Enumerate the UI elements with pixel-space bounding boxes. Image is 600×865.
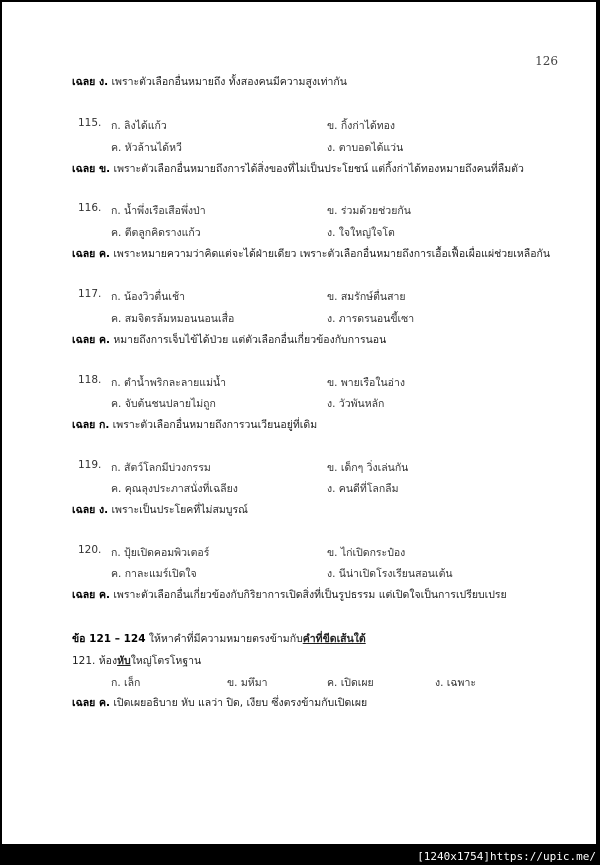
section-prefix: ข้อ 121 – 124 [72, 633, 146, 645]
option-a: ก. น้ำพึ่งเรือเสือพึ่งป่า [111, 205, 206, 217]
option-c: ค. เปิดเผย [327, 677, 374, 689]
option-b: ข. มหึมา [227, 677, 268, 689]
option-c: ค. กาละแมร์เปิดใจ [111, 568, 197, 580]
answer [72, 160, 524, 177]
option-a: ก. ลิงได้แก้ว [111, 120, 167, 132]
watermark-link[interactable]: [1240x1754]https://upic.me/ [417, 850, 596, 863]
stem-before: ห้อง [95, 655, 118, 667]
question-number: 121. [72, 655, 96, 667]
intro-answer [72, 73, 347, 90]
answer-text: หมายถึงการเจ็บไข้ได้ป่วย แต่ตัวเลือกอื่นเกี่ยวข้องกับการนอน [110, 334, 387, 346]
answer-label: เฉลย ค. [72, 697, 110, 709]
question-number: 119. [78, 459, 102, 471]
option-b: ข. สมรักษ์ตื่นสาย [327, 291, 406, 303]
question-number: 117. [78, 288, 102, 300]
answer-label: เฉลย ง. [72, 76, 109, 88]
option-c: ค. สมจิตรล้มหมอนนอนเสื่อ [111, 313, 235, 325]
option-d: ง. นีน่าเปิดโรงเรียนสอนเต้น [327, 568, 453, 580]
answer-text: เพราะตัวเลือกอื่นหมายถึงการวนเวียนอยู่ที่เดิม [109, 419, 318, 431]
answer-text: เพราะตัวเลือกอื่นหมายถึง ทั้งสองคนมีความสูงเท่ากัน [108, 76, 347, 88]
section-text: ให้หาคำที่มีความหมายตรงข้ามกับ [145, 633, 303, 645]
answer [72, 586, 507, 603]
answer-text: เพราะตัวเลือกอื่นหมายถึงการได้สิ่งของที่ไม่เป็นประโยชน์ แต่กิ้งก่าได้ทองหมายถึงคนที่ลืมตัว [110, 163, 524, 175]
option-a: ก. น้องวิวตื่นเช้า [111, 291, 186, 303]
answer [72, 245, 550, 262]
option-d: ง. วัวพันหลัก [327, 398, 385, 410]
option-c: ค. จับต้นชนปลายไม่ถูก [111, 398, 216, 410]
question-number: 120. [78, 544, 102, 556]
page-number: 126 [535, 54, 558, 68]
question-number: 118. [78, 374, 102, 386]
option-a: ก. เล็ก [111, 677, 141, 689]
option-d: ง. คนดีที่โลกลืม [327, 483, 399, 495]
option-c: ค. คุณลุงประภาสนั่งที่เฉลียง [111, 483, 238, 495]
stem-underlined: หับ [117, 655, 131, 667]
answer-label: เฉลย ค. [72, 334, 110, 346]
answer-text: เปิดเผยอธิบาย หับ แลว่า ปิด, เงียบ ซึ่งตรงข้ามกับเปิดเผย [110, 697, 368, 709]
answer [72, 331, 386, 348]
option-b: ข. ไก่เปิดกระป๋อง [327, 547, 406, 559]
option-b: ข. กิ้งก่าได้ทอง [327, 120, 396, 132]
option-d: ง. ใจใหญ่ใจโต [327, 227, 395, 239]
option-b: ข. ร่วมด้วยช่วยกัน [327, 205, 411, 217]
answer-text: เพราะเป็นประโยคที่ไม่สมบูรณ์ [108, 504, 248, 516]
answer-label: เฉลย ง. [72, 504, 109, 516]
answer-label: เฉลย ก. [72, 419, 110, 431]
option-d: ง. เฉพาะ [435, 677, 477, 689]
answer-text: เพราะตัวเลือกอื่นเกี่ยวข้องกับกิริยาการเปิดสิ่งที่เป็นรูปธรรม แต่เปิดใจเป็นการเปรียบเปรย [110, 589, 507, 601]
option-c: ค. ตีตลูกคิดรางแก้ว [111, 227, 201, 239]
answer-text: เพราะหมายความว่าคิดแต่จะได้ฝ่ายเดียว เพราะตัวเลือกอื่นหมายถึงการเอื้อเฟื้อเผื่อแผ่ช่วยเหลือกัน [110, 248, 551, 260]
option-b: ข. พายเรือในอ่าง [327, 377, 405, 389]
answer [72, 501, 248, 518]
question-number: 116. [78, 202, 102, 214]
option-a: ก. ปุ้ยเปิดคอมพิวเตอร์ [111, 547, 210, 559]
question-number: 115. [78, 117, 102, 129]
option-d: ง. ตาบอดได้แว่น [327, 142, 404, 154]
document-page [2, 2, 596, 844]
answer-label: เฉลย ข. [72, 163, 111, 175]
stem-after: ใหญ่โตรโหฐาน [130, 655, 202, 667]
answer [72, 694, 367, 711]
section-heading [72, 630, 366, 647]
option-a: ก. ตำน้ำพริกละลายแม่น้ำ [111, 377, 227, 389]
answer [72, 416, 317, 433]
question-stem [72, 652, 201, 669]
answer-label: เฉลย ค. [72, 589, 110, 601]
answer-label: เฉลย ค. [72, 248, 110, 260]
option-a: ก. สัตว์โลกมีบ่วงกรรม [111, 462, 211, 474]
section-underlined: คำที่ขีดเส้นใต้ [302, 633, 366, 645]
option-c: ค. หัวล้านได้หวี [111, 142, 182, 154]
option-d: ง. ภารดรนอนขี้เซา [327, 313, 415, 325]
option-b: ข. เด็กๆ วิ่งเล่นกัน [327, 462, 409, 474]
